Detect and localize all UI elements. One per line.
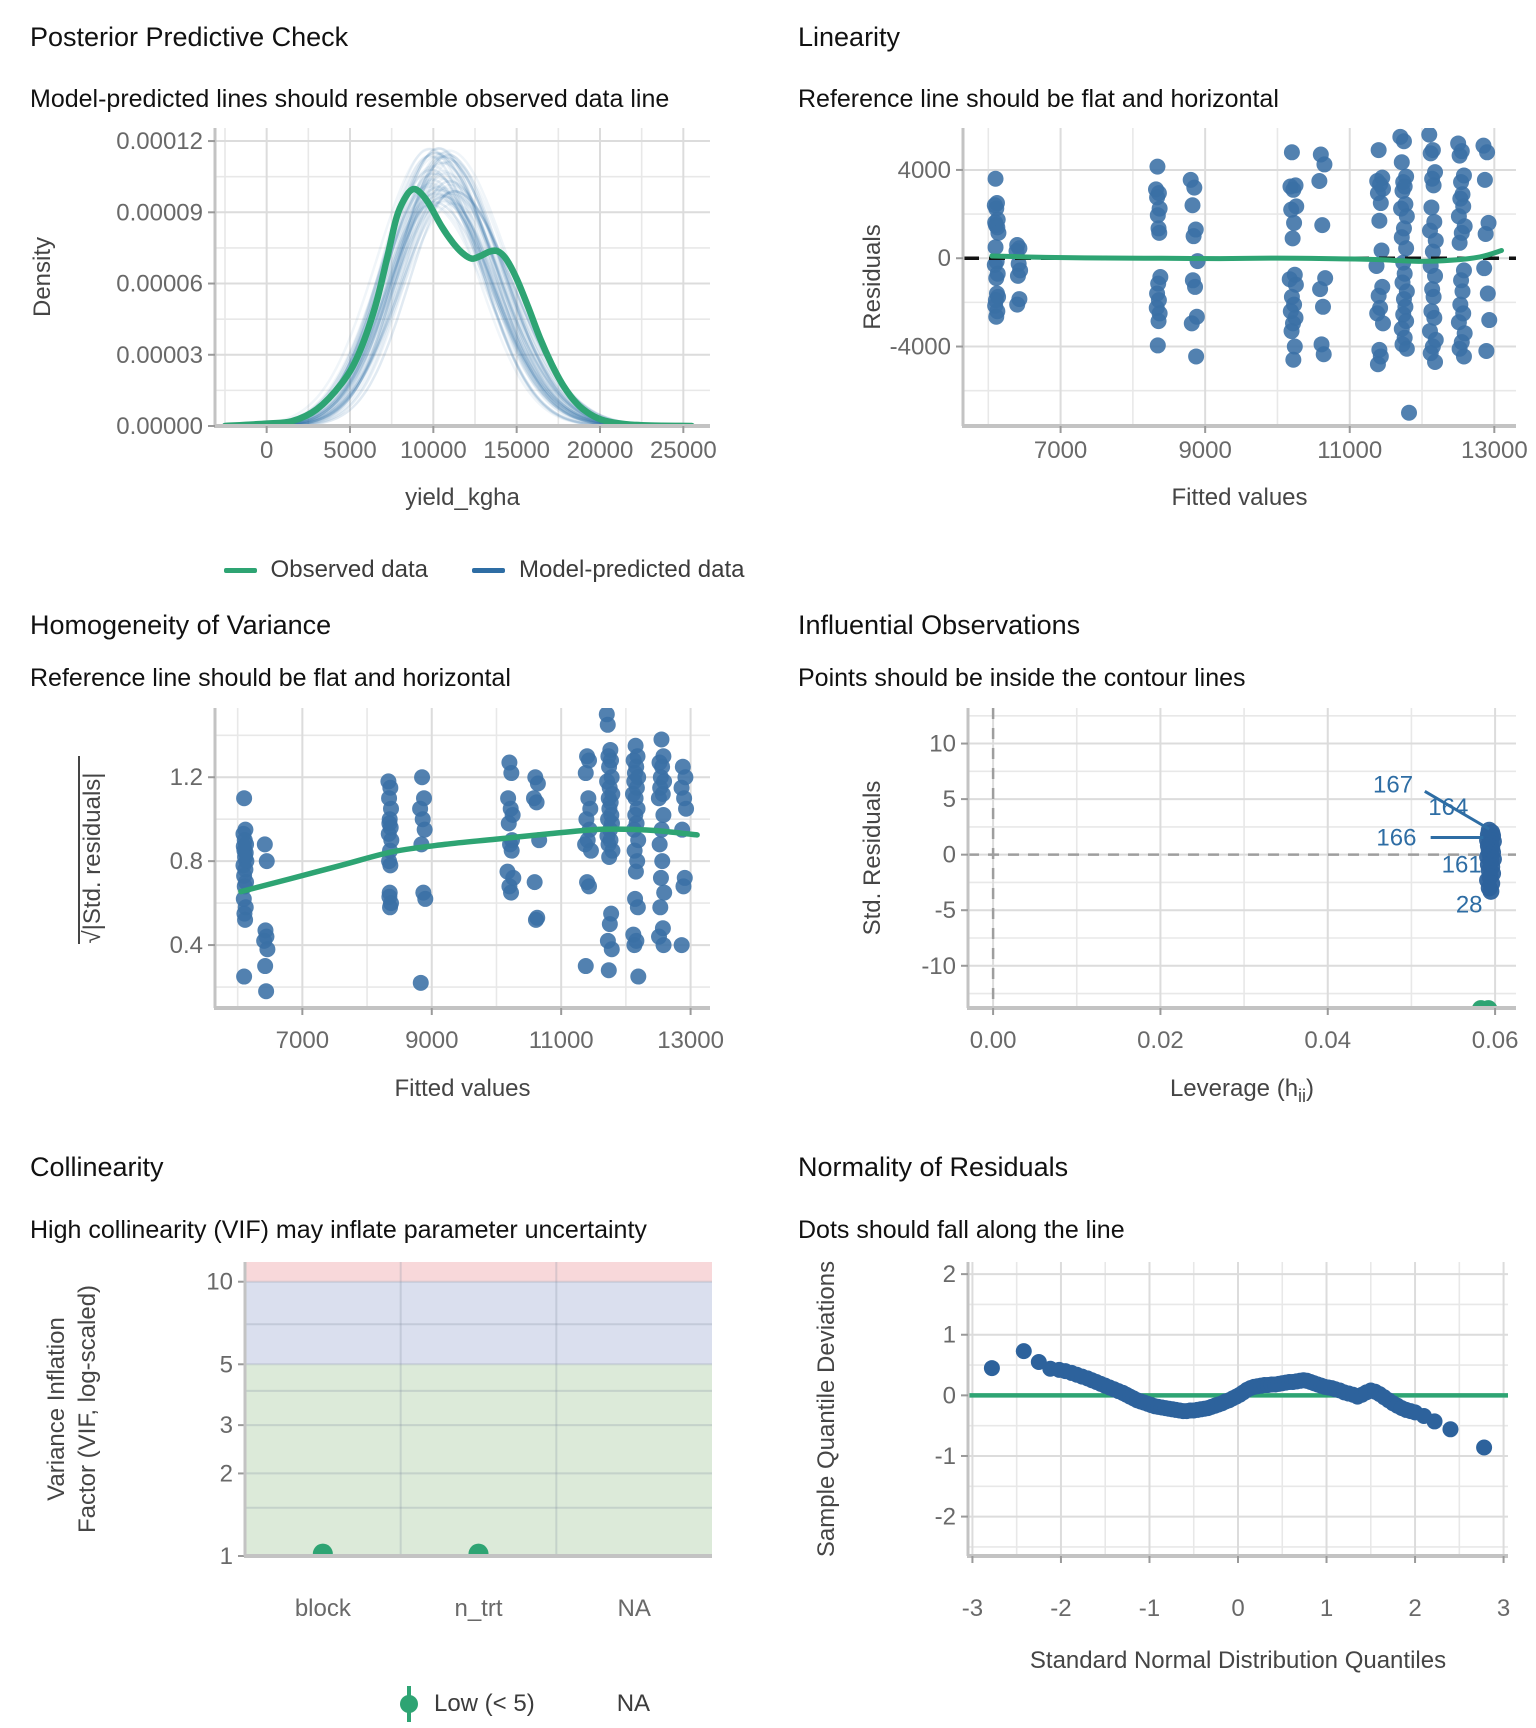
panel-collinearity	[0, 1120, 768, 1728]
svg-text:Residuals: Residuals	[859, 224, 886, 330]
legend-label-predicted: Model-predicted data	[518, 556, 745, 583]
panel-normality	[768, 1120, 1536, 1728]
panel-title: Homogeneity of Variance	[30, 610, 332, 640]
svg-text:10: 10	[929, 730, 956, 758]
panel-title: Linearity	[798, 22, 901, 52]
svg-text:161: 161	[1441, 851, 1482, 879]
svg-text:0.4: 0.4	[169, 932, 203, 960]
svg-text:Std. Residuals: Std. Residuals	[859, 780, 886, 936]
svg-text:Variance Inflation: Variance Inflation	[43, 1317, 70, 1501]
svg-text:Factor (VIF, log-scaled): Factor (VIF, log-scaled)	[74, 1284, 101, 1534]
panel-subtitle: Points should be inside the contour lines	[798, 664, 1246, 692]
legend-item-low-vif	[398, 1682, 535, 1726]
svg-text:-1: -1	[934, 1442, 956, 1470]
svg-text:NA: NA	[617, 1595, 651, 1622]
svg-text:0.8: 0.8	[169, 848, 203, 876]
collinearity-plot	[0, 1120, 768, 1728]
influential-plot	[768, 560, 1536, 1120]
svg-text:1: 1	[1319, 1595, 1334, 1622]
svg-text:167: 167	[1373, 771, 1414, 799]
svg-text:0.04: 0.04	[1304, 1027, 1352, 1054]
svg-text:-2: -2	[934, 1503, 956, 1531]
svg-text:9000: 9000	[405, 1027, 459, 1054]
svg-text:yield_kgha: yield_kgha	[405, 484, 520, 511]
panel-influential	[768, 560, 1536, 1120]
svg-text:5000: 5000	[323, 437, 377, 464]
svg-text:28: 28	[1455, 891, 1483, 919]
panel-subtitle: Reference line should be flat and horizontal	[30, 664, 511, 692]
svg-text:11000: 11000	[528, 1027, 594, 1054]
svg-text:20000: 20000	[566, 437, 634, 464]
panel-title: Influential Observations	[798, 610, 1081, 640]
svg-text:0.00009: 0.00009	[116, 199, 203, 227]
svg-text:-5: -5	[934, 897, 956, 925]
svg-text:n_trt: n_trt	[454, 1595, 503, 1622]
panel-subtitle: Dots should fall along the line	[798, 1216, 1125, 1244]
svg-text:13000: 13000	[657, 1027, 724, 1054]
svg-text:0.00003: 0.00003	[116, 341, 203, 369]
qq-plot	[768, 1120, 1536, 1728]
svg-text:7000: 7000	[1033, 437, 1088, 464]
svg-text:25000: 25000	[649, 437, 717, 464]
svg-text:13000: 13000	[1460, 437, 1528, 464]
panel-linearity	[768, 0, 1536, 560]
svg-text:Fitted values: Fitted values	[394, 1075, 531, 1102]
legend-item-na	[617, 1690, 650, 1718]
svg-text:0: 0	[942, 1382, 956, 1410]
panel-posterior-predictive-check	[0, 0, 768, 600]
panel-title: Collinearity	[30, 1152, 164, 1182]
svg-text:Fitted values: Fitted values	[1171, 484, 1308, 511]
svg-text:Sample Quantile Deviations: Sample Quantile Deviations	[813, 1260, 840, 1558]
svg-text:4000: 4000	[897, 156, 951, 184]
svg-text:-10: -10	[921, 952, 956, 980]
svg-text:3: 3	[219, 1412, 233, 1440]
svg-text:-3: -3	[961, 1595, 984, 1622]
svg-text:2: 2	[1408, 1595, 1422, 1622]
svg-text:0.02: 0.02	[1137, 1027, 1184, 1054]
panel-subtitle: Model-predicted lines should resemble observed data line	[30, 85, 670, 113]
svg-text:10000: 10000	[399, 437, 467, 464]
svg-text:0: 0	[942, 841, 956, 869]
legend-label-na: NA	[616, 1690, 651, 1717]
svg-text:1: 1	[942, 1321, 956, 1349]
svg-text:3: 3	[1496, 1595, 1511, 1622]
svg-text:Leverage (hii): Leverage $(h_{ii})$	[1169, 1075, 1315, 1106]
svg-text:0: 0	[259, 437, 274, 464]
svg-text:15000: 15000	[483, 437, 551, 464]
svg-text:0: 0	[1231, 1595, 1245, 1622]
svg-text:Density: Density	[29, 236, 56, 318]
svg-text:-4000: -4000	[889, 333, 951, 361]
linearity-plot	[768, 0, 1536, 560]
panel-subtitle: High collinearity (VIF) may inflate parameter uncertainty	[30, 1216, 647, 1244]
panel-subtitle: Reference line should be flat and horizontal	[798, 85, 1279, 113]
svg-text:0.06: 0.06	[1471, 1027, 1519, 1054]
svg-text:10: 10	[206, 1268, 233, 1296]
panel-title: Posterior Predictive Check	[30, 22, 349, 52]
svg-text:√|Std. residuals|: √|Std. residuals|	[79, 772, 106, 944]
svg-text:166: 166	[1376, 824, 1417, 852]
svg-text:0.00000: 0.00000	[116, 413, 203, 440]
svg-text:1.2: 1.2	[169, 764, 203, 792]
panel-homogeneity	[0, 560, 768, 1120]
svg-text:7000: 7000	[275, 1027, 330, 1054]
svg-text:0.00: 0.00	[969, 1027, 1017, 1054]
svg-text:Standard Normal Distribution Q: Standard Normal Distribution Quantiles	[1029, 1647, 1447, 1674]
svg-text:5: 5	[219, 1351, 233, 1379]
ppc-plot	[0, 0, 768, 600]
svg-text:0.00006: 0.00006	[116, 270, 203, 298]
svg-text:164: 164	[1428, 793, 1469, 821]
svg-text:11000: 11000	[1317, 437, 1383, 464]
svg-text:-1: -1	[1138, 1595, 1161, 1622]
svg-text:1: 1	[219, 1543, 233, 1570]
panel-title: Normality of Residuals	[798, 1152, 1069, 1182]
svg-text:block: block	[294, 1595, 351, 1622]
svg-text:-2: -2	[1050, 1595, 1072, 1622]
svg-text:0: 0	[937, 245, 951, 273]
svg-text:0.00012: 0.00012	[116, 128, 203, 156]
svg-text:2: 2	[219, 1460, 233, 1488]
pointrange-icon	[398, 1682, 420, 1726]
svg-text:2: 2	[942, 1261, 956, 1289]
legend-label-low-vif: Low (< 5)	[433, 1690, 535, 1717]
legend-label-observed: Observed data	[270, 556, 428, 583]
svg-text:9000: 9000	[1178, 437, 1232, 464]
svg-text:5: 5	[942, 786, 956, 814]
homogeneity-plot	[0, 560, 768, 1120]
